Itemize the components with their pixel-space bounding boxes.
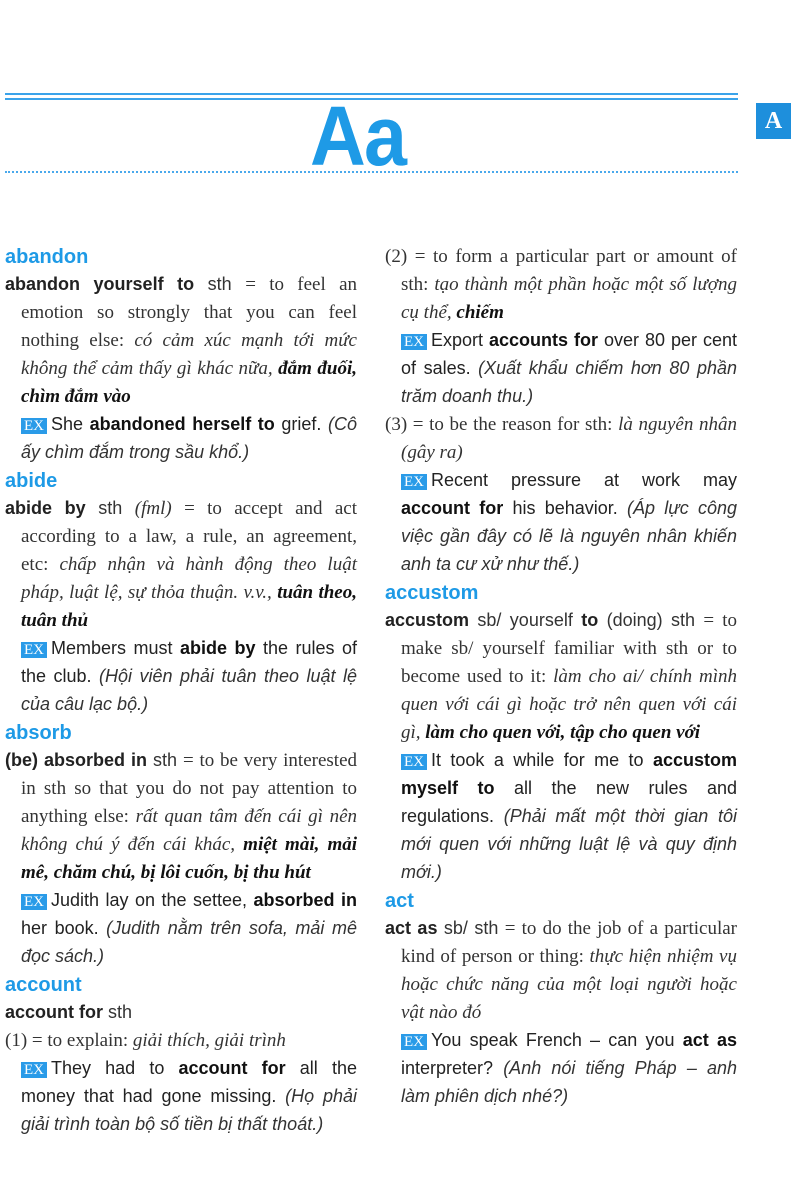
text-run: abandoned herself to	[89, 414, 275, 434]
text-run: account for	[5, 1002, 104, 1022]
text-run: (Phải mất một thời gian tôi mới quen với những luật lệ và quy định mới.)	[401, 806, 737, 882]
text-run: (Xuất khẩu chiếm hơn 80 phần trăm doanh thu.)	[401, 358, 737, 406]
headword: act	[385, 890, 414, 912]
text-run: (fml)	[134, 498, 172, 519]
text-run: over 80 per cent of sales.	[401, 330, 737, 378]
text-run: Judith lay on the settee,	[51, 890, 254, 910]
text-run: sb/ yourself	[469, 610, 582, 630]
text-run: tuân theo, tuân thủ	[21, 582, 357, 631]
definition	[5, 1027, 357, 1055]
example	[5, 1055, 357, 1139]
text-run: act as	[682, 1030, 737, 1050]
example-label: EX	[401, 474, 427, 490]
text-run: account for	[401, 498, 504, 518]
text-run: his behavior.	[503, 498, 628, 518]
text-run: She	[51, 414, 90, 434]
text-run: abide by	[5, 498, 86, 518]
text-run: Export	[431, 330, 489, 350]
definition	[385, 915, 737, 1027]
headword: absorb	[5, 722, 72, 744]
text-run: (Họ phải giải trình toàn bộ số tiền bị thất thoát.)	[21, 1086, 357, 1134]
text-run: đắm đuối, chìm đắm vào	[21, 358, 357, 407]
text-run: You speak French – can you	[431, 1030, 683, 1050]
example	[385, 327, 737, 411]
text-run: sth	[85, 498, 135, 518]
example-label: EX	[21, 418, 47, 434]
text-run: (Anh nói tiếng Pháp – anh làm phiên dịch nhé?)	[401, 1058, 737, 1106]
example-label: EX	[401, 754, 427, 770]
text-run: thực hiện nhiệm vụ hoặc chức năng của một loại người hoặc vật nào đó	[401, 946, 737, 1023]
right-column	[385, 243, 737, 1111]
definition	[385, 607, 737, 747]
text-run: sth	[103, 1002, 133, 1022]
text-run: (Hội viên phải tuân theo luật lệ của câu lạc bộ.)	[21, 666, 357, 714]
section-letter: Aa	[310, 89, 406, 183]
text-run: (3) = to be the reason for sth:	[385, 414, 619, 435]
example-label: EX	[21, 642, 47, 658]
text-run: là nguyên nhân (gây ra)	[401, 414, 737, 463]
example-label: EX	[401, 1034, 427, 1050]
text-run: (Áp lực công việc gần đây có lẽ là nguyên nhân khiến anh ta cư xử như thế.)	[401, 498, 737, 574]
definition	[5, 495, 357, 635]
text-run: miệt mài, mải mê, chăm chú, bị lôi cuốn, bị thu hút	[21, 834, 358, 883]
text-run: the rules of the club.	[21, 638, 357, 686]
text-run: accustom myself to	[401, 750, 737, 798]
definition	[5, 271, 357, 411]
text-run: abandon yourself to	[5, 274, 195, 294]
text-run: làm cho quen với, tập cho quen với	[425, 722, 701, 743]
example	[5, 635, 357, 719]
dotted-divider	[5, 171, 738, 173]
text-run: (Cô ấy chìm đắm trong sầu khổ.)	[21, 414, 357, 462]
text-run: Recent pressure at work may	[431, 470, 737, 490]
text-run: (be) absorbed in	[5, 750, 147, 770]
text-run: all the money that had gone missing.	[21, 1058, 357, 1106]
text-run: = to feel an emotion so strongly that you can feel nothing else:	[21, 274, 358, 351]
text-run: (doing) sth	[598, 610, 704, 630]
definition	[385, 411, 737, 467]
text-run: chiếm	[456, 302, 504, 323]
headword: abide	[5, 470, 58, 492]
text-run: = to be very interested in sth so that you do not pay attention to anything else:	[21, 750, 358, 827]
text-run: rất quan tâm đến cái gì nên không chú ý đến cái khác,	[21, 806, 358, 855]
text-run: (1) = to explain:	[5, 1030, 133, 1051]
text-run: accounts for	[489, 330, 598, 350]
text-run: giải thích, giải trình	[132, 1030, 286, 1051]
text-run: all the new rules and regulations.	[401, 778, 737, 826]
text-run: accustom	[385, 610, 470, 630]
definition	[5, 999, 357, 1027]
headword: abandon	[5, 246, 89, 268]
definition	[5, 747, 357, 887]
text-run: her book.	[21, 918, 107, 938]
text-run: (2) = to form a particular part or amount of sth:	[385, 246, 737, 295]
text-run: = to make sb/ yourself familiar with sth or to become used to it:	[401, 610, 738, 687]
text-run: They had to	[51, 1058, 179, 1078]
example	[385, 1027, 737, 1111]
text-run: tạo thành một phần hoặc một số lượng cụ thể,	[401, 274, 737, 323]
text-run: grief.	[274, 414, 328, 434]
text-run: absorbed in	[253, 890, 357, 910]
text-run: sth	[194, 274, 246, 294]
example-label: EX	[401, 334, 427, 350]
text-run: sb/ sth	[437, 918, 505, 938]
text-run: It took a while for me to	[431, 750, 653, 770]
text-run: to	[581, 610, 599, 630]
headword: accustom	[385, 582, 479, 604]
thumb-index-tab: A	[756, 103, 791, 139]
text-run: sth	[147, 750, 183, 770]
text-run: = to do the job of a particular kind of person or thing:	[401, 918, 737, 967]
text-run: abide by	[179, 638, 256, 658]
example-label: EX	[21, 1062, 47, 1078]
example-label: EX	[21, 894, 47, 910]
text-run: = to accept and act according to a law, a rule, an agreement, etc:	[21, 498, 357, 575]
text-run: act as	[385, 918, 438, 938]
text-run: có cảm xúc mạnh tới mức không thể cảm thấy gì khác nữa,	[21, 330, 357, 379]
example	[385, 467, 737, 579]
text-run: chấp nhận và hành động theo luật pháp, luật lệ, sự thỏa thuận. v.v.,	[21, 554, 357, 603]
text-run: làm cho ai/ chính mình quen với cái gì hoặc trở nên quen với cái gì,	[401, 666, 737, 743]
text-run: account for	[178, 1058, 286, 1078]
example	[5, 887, 357, 971]
example	[5, 411, 357, 467]
left-column	[5, 243, 357, 1139]
text-run: Members must	[51, 638, 180, 658]
text-run: interpreter?	[401, 1058, 504, 1078]
headword: account	[5, 974, 82, 996]
definition	[385, 243, 737, 327]
example	[385, 747, 737, 887]
text-run: (Judith nằm trên sofa, mải mê đọc sách.)	[21, 918, 357, 966]
